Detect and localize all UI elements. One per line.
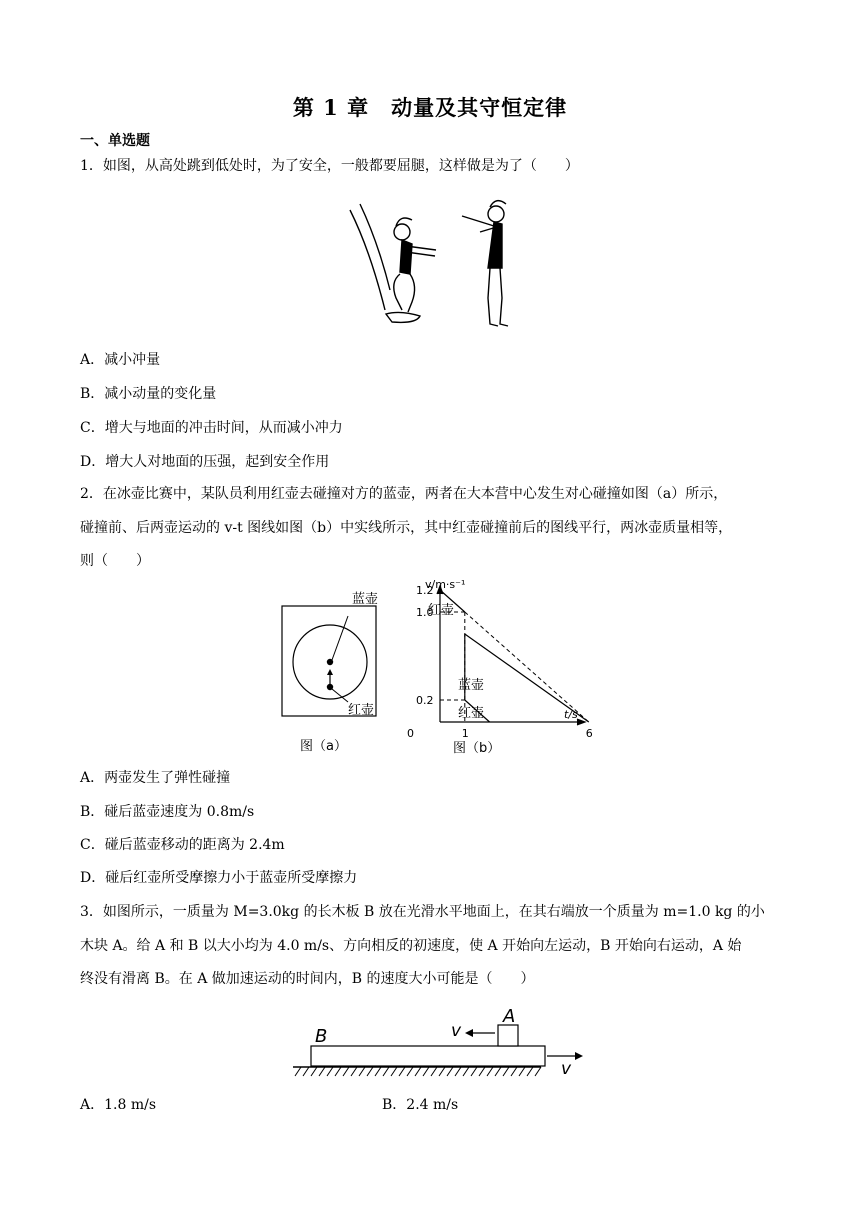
jumping-figure	[340, 190, 520, 335]
q2-stem-line-1: 2．在冰壶比赛中，某队员利用红壶去碰撞对方的蓝壶，两者在大本营中心发生对心碰撞如图（a）所示，	[80, 486, 728, 502]
fig-b-y-axis-label: v/m·s⁻¹	[425, 578, 466, 591]
q3-option-a: A．1.8 m/s	[80, 1097, 157, 1113]
q3-option-b: B．2.4 m/s	[382, 1097, 459, 1113]
fig-b-label-blue: 蓝壶	[458, 678, 485, 693]
y-tick-label: 0.2	[416, 694, 434, 707]
label-v-b: v	[561, 1059, 572, 1079]
y-tick-label: 1.0	[416, 606, 434, 619]
q3-stem-line-2: 木块 A。给 A 和 B 以大小均为 4.0 m/s、方向相反的初速度，使 A 开始向左运动，B 开始向右运动，A 始	[80, 938, 742, 954]
fig-a-label-blue: 蓝壶	[352, 592, 379, 607]
q2-option-b: B．碰后蓝壶速度为 0.8m/s	[80, 804, 255, 820]
q1-option-d: D．增大人对地面的压强，起到安全作用	[80, 454, 330, 470]
label-v-a: v	[451, 1021, 462, 1041]
x-tick-label: 1	[461, 727, 469, 740]
fig-b-caption: 图（b）	[453, 741, 501, 756]
block-a	[498, 1025, 518, 1046]
board-block-figure	[285, 1000, 585, 1082]
section-heading: 一、单选题	[80, 133, 150, 149]
q2-option-a: A．两壶发生了弹性碰撞	[80, 770, 231, 786]
fig-b-x-axis-label: t/s	[564, 708, 578, 721]
x-tick-label: 6	[585, 727, 593, 740]
fig-b-label-red-top: 红壶	[428, 603, 455, 618]
q2-option-d: D．碰后红壶所受摩擦力小于蓝壶所受摩擦力	[80, 870, 358, 886]
q2-stem-line-2: 碰撞前、后两壶运动的 v-t 图线如图（b）中实线所示，其中红壶碰撞前后的图线平行，两冰壶质量相等，	[80, 520, 733, 536]
q1-option-c: C．增大与地面的冲击时间，从而减小冲力	[80, 420, 343, 436]
label-b: B	[315, 1026, 328, 1047]
fig-a-caption: 图（a）	[300, 739, 347, 754]
board-b	[311, 1046, 545, 1066]
q1-stem: 1．如图，从高处跳到低处时，为了安全，一般都要屈腿，这样做是为了（ ）	[80, 158, 579, 174]
ground-hatch	[295, 1067, 541, 1076]
fig-a-label-red: 红壶	[348, 703, 375, 718]
page-title: 第 1 章 动量及其守恒定律	[292, 95, 568, 120]
q3-stem-line-1: 3．如图所示，一质量为 M=3.0kg 的长木板 B 放在光滑水平地面上，在其右端放一个质量为 m=1.0 kg 的小	[80, 904, 765, 920]
q2-stem-line-3: 则（ ）	[80, 553, 150, 569]
fig-b-label-red-bottom: 红壶	[458, 706, 485, 721]
x-tick-label: 0	[407, 727, 414, 740]
q1-option-b: B．减小动量的变化量	[80, 386, 217, 402]
q1-option-a: A．减小冲量	[80, 352, 161, 368]
figure-b-chart	[385, 578, 595, 756]
label-a: A	[503, 1006, 516, 1027]
y-tick-label: 1.2	[416, 584, 434, 597]
q3-stem-line-3: 终没有滑离 B。在 A 做加速运动的时间内，B 的速度大小可能是（ ）	[80, 971, 535, 987]
q2-option-c: C．碰后蓝壶移动的距离为 2.4m	[80, 837, 285, 853]
